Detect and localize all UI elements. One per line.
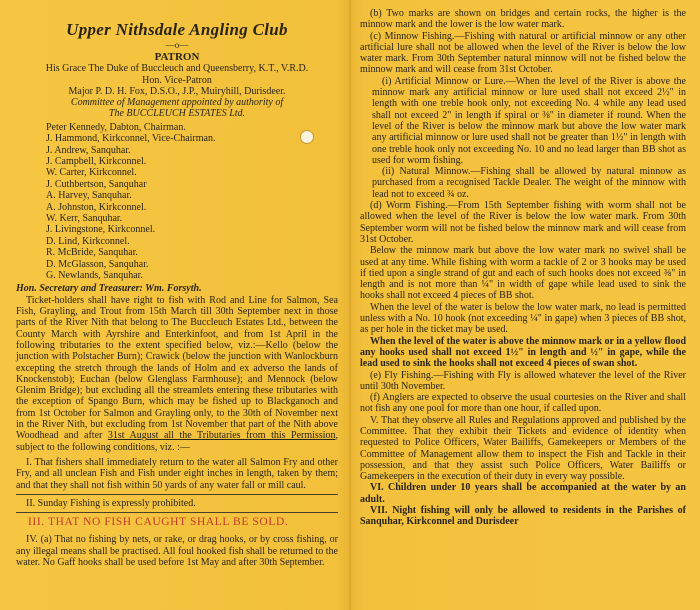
- rule-iv-b: (b) Two marks are shown on bridges and certain rocks, the higher is the minnow mark and the lower is the low water mark.: [360, 8, 686, 31]
- committee-member: J. Cuthbertson, Sanquhar: [46, 178, 147, 190]
- center-fold: [349, 0, 351, 610]
- rule-iv-c: (c) Minnow Fishing.—Fishing with natural or artificial minnow or any other artificial lure shall not be allowed when the level of the River is below the low water mark. From 30th September natural minnow will not be fished below the minnow mark and will cease from 31st October.: [360, 30, 686, 76]
- rule-i: I. That fishers shall immediately return to the water all Salmon Fry and other Fry, and all unclean Fish and Fish under eight inches in length, taken by them; and that they shall not fish within 50 yards of any water fall or mill caul.: [16, 456, 338, 491]
- right-column: [360, 8, 686, 528]
- rule-iv-f: (f) Anglers are expected to observe the usual courtesies on the River and shall not fish any one pool for more than one hour, if called upon.: [360, 392, 686, 415]
- rule-ii: II. Sunday Fishing is expressly prohibited.: [26, 497, 196, 509]
- rule-iv-c-i: (i) Artificial Minnow or Lure.—When the level of the River is above the minnow mark any artificial minnow or lure used shall not exceed 2½" in length with one treble hook only, not exceeding No. 4 while any lead used shall not exceed 2" in length if spiral or ⅜" in diameter if round. When the level of the River is below the minnow mark but above the low water mark any artificial minnow or lure used shall not be greater than 1½" in length with one treble hook only not exceeding No. 10 and no lead larger than BB shot as used for worm fishing.: [372, 75, 686, 166]
- patron-name: His Grace The Duke of Buccleuch and Queensberry, K.T., V.R.D.: [45, 63, 309, 75]
- secretary-line: Hon. Secretary and Treasurer: Wm. Forsyth.: [16, 283, 202, 295]
- rule-iv-d: (d) Worm Fishing.—From 15th September fishing with worm shall not be allowed when the level of the River is below the low water mark. From 30th September worm will not be fished below the minnow mark and will cease from 31st October.: [360, 200, 686, 245]
- committee-member: W. Kerr, Sanquhar.: [46, 213, 123, 225]
- rule-iv: IV. (a) That no fishing by nets, or rake, or drag hooks, or by cross fishing, or any illegal means shall be practised. All foul hooked fish shall be returned to the water. No Gaff hooks shall be used before 1st May and after 30th September.: [16, 534, 338, 568]
- ticket-text-underlined: 31st August all the Tributaries from this Permission: [107, 430, 336, 442]
- committee-member: A. Harvey, Sanquhar.: [46, 190, 132, 202]
- committee-member: J. Andrew, Sanquhar.: [46, 144, 131, 156]
- committee-member: D. McGlasson, Sanquhar.: [46, 258, 149, 270]
- title-ornament: —o—: [165, 40, 189, 50]
- committee-member: Peter Kennedy, Dabton, Chairman.: [46, 121, 186, 133]
- ticket-text-a: Ticket-holders shall have right to fish with Rod and Line for Salmon, Sea Fish, Grayling, and Trout from 15th March till 30th September next in those parts of the River Nith that belong to The Buccleuch Estates Ltd., between the County March with Ayrshire and Enterkinfoot, and from 1st April in the following tributaries to the extent specified below, viz.:—Kello (below the junction with Polstacher Burn); Crawick (below the junction with Wanlockburn excepting the stretch through the lands of Holm and ex adverso the lands of Knockenstob); Euchan (below Glenglass Farmhouse); and Mennock (below Glenim Bridge); but excluding all the streamlets entering these tributaries with the exception of Spango Burn, which may be fished up to Blackganoch and from 1st October for Salmon and Grayling only, to the 30th of November next in the River Nith, but excluding from 1st November that part of the Nith above Woodhead and after: [16, 294, 338, 442]
- rule-vii: VII. Night fishing will only be allowed to residents in the Parishes of Sanquhar, Kirkconnel and Durisdeer: [360, 505, 686, 528]
- committee-member: W. Carter, Kirkconnel.: [46, 167, 137, 179]
- ticket-text-b: , subject to the following conditions, viz. :—: [16, 430, 338, 453]
- committee-member: G. Newlands, Sanquhar.: [46, 270, 143, 282]
- committee-member: J. Campbell, Kirkconnel.: [46, 156, 147, 167]
- ticket-conditions: [16, 295, 338, 453]
- rule-vi: VI. Children under 10 years shall be accompanied at the water by an adult.: [360, 482, 686, 505]
- club-title: Upper Nithsdale Angling Club: [66, 20, 288, 39]
- left-column: [16, 8, 338, 568]
- rule-iv-d-3: When the level of the water is below the low water mark, no lead is permitted unless with a No. 10 hook (not exceeding ¼" in gape) when 3 pieces of BB shot, as per hole in the ticket may be used.: [360, 301, 686, 336]
- committee-member: A. Johnston, Kirkconnel.: [46, 201, 147, 213]
- divider: [16, 494, 338, 495]
- rule-iv-e: (e) Fly Fishing.—Fishing with Fly is allowed whatever the level of the River until 30th November.: [360, 369, 686, 392]
- rule-iv-c-ii: (ii) Natural Minnow.—Fishing shall be allowed by natural minnow as purchased from a recognised Tackle Dealer. The weight of the minnow with lead not to exceed ¾ oz.: [372, 166, 686, 200]
- committee-member: J. Livingstone, Kirkconnel.: [46, 224, 156, 236]
- committee-member: D. Lind, Kirkconnel.: [46, 235, 130, 247]
- committee-list: [46, 122, 338, 282]
- patron-heading: PATRON: [154, 51, 200, 63]
- rule-iii: III. THAT NO FISH CAUGHT SHALL BE SOLD.: [28, 516, 289, 529]
- committee-estates: The BUCCLEUCH ESTATES Ltd.: [108, 108, 246, 120]
- rule-iv-d-4: When the level of the water is above the minnow mark or in a yellow flood any hooks used shall not exceed 1½" in length and ½" in gape, while the lead used to sink the hooks shall not exceed 4 pieces of swan shot.: [360, 335, 687, 370]
- committee-member: R. McBride, Sanquhar.: [46, 247, 138, 259]
- divider: [16, 512, 338, 513]
- vice-patron-heading: Hon. Vice-Patron: [142, 74, 212, 86]
- committee-intro: Committee of Management appointed by authority of: [70, 97, 284, 109]
- rule-v: V. That they observe all Rules and Regulations approved and published by the Committee. That they exhibit their Tickets and evidence of identity when requested to Police Officers, Water Bailiffs, Gamekeepers or Members of the Committee of Management allow them to inspect the Fish and Tackle in their possession, and that they assist such Police Officers, Water Bailiffs or Gamekeepers in the execution of their duty in every way possible.: [360, 414, 686, 483]
- rule-iv-d-2: Below the minnow mark but above the low water mark no swivel shall be used at any time. While fishing with worm a tackle of 2 or 3 hooks may be used if tied upon a single strand of gut and each of such hooks does not exceed ⅜" in length and is not more than ¼" in width of gape while lead used to sink the hooks shall not exceed 4 pieces of BB shot.: [360, 245, 686, 302]
- committee-member: J. Hammond, Kirkconnel, Vice-Chairman.: [46, 133, 216, 145]
- vice-patron-name: Major P. D. H. Fox, D.S.O., J.P., Muiryhill, Durisdeer.: [68, 85, 286, 97]
